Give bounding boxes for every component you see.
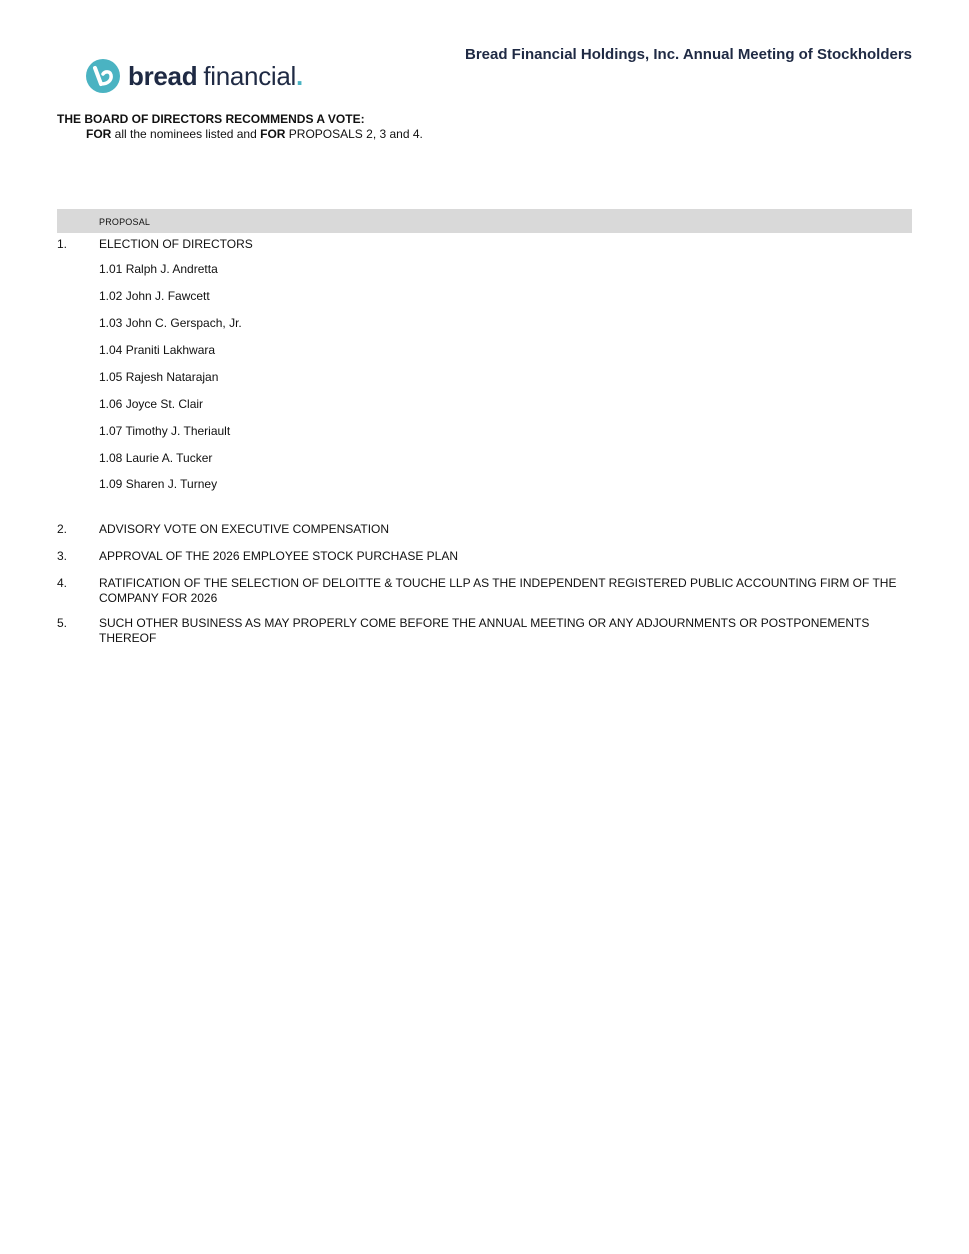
proposal-text: APPROVAL OF THE 2026 EMPLOYEE STOCK PURCHASE PLAN	[99, 549, 459, 563]
proposal-text: SUCH OTHER BUSINESS AS MAY PROPERLY COME BEFORE THE ANNUAL MEETING OR ANY ADJOURNMENTS OR POSTPONEMENTS THEREOF	[99, 616, 870, 645]
bread-financial-logo	[86, 58, 303, 94]
recommendation-for-2: FOR	[260, 127, 286, 141]
nominee-item: 1.02 John J. Fawcett	[99, 289, 210, 303]
nominee-item: 1.03 John C. Gerspach, Jr.	[99, 316, 242, 330]
logo-dot: .	[296, 61, 303, 91]
proposal-text: RATIFICATION OF THE SELECTION OF DELOITTE & TOUCHE LLP AS THE INDEPENDENT REGISTERED PUBLIC ACCOUNTING FIRM OF THE COMPANY FOR 2026	[99, 576, 897, 605]
proposal-text: ADVISORY VOTE ON EXECUTIVE COMPENSATION	[99, 522, 390, 536]
proposal-column-header: PROPOSAL	[99, 217, 151, 227]
nominee-item: 1.05 Rajesh Natarajan	[99, 370, 219, 384]
document-title: Bread Financial Holdings, Inc. Annual Meeting of Stockholders	[465, 46, 912, 63]
nominee-item: 1.06 Joyce St. Clair	[99, 397, 204, 411]
logo-word-bread: bread	[128, 61, 198, 91]
recommendation-end: PROPOSALS 2, 3 and 4.	[285, 127, 423, 141]
proposal-number: 1.	[57, 237, 68, 251]
nominee-item: 1.01 Ralph J. Andretta	[99, 262, 218, 276]
recommendation-for-1: FOR	[86, 127, 112, 141]
proposal-number: 4.	[57, 576, 68, 590]
proposal-number: 2.	[57, 522, 68, 536]
nominee-item: 1.04 Praniti Lakhwara	[99, 343, 216, 357]
nominee-item: 1.07 Timothy J. Theriault	[99, 424, 231, 438]
recommendation-mid: all the nominees listed and	[111, 127, 261, 141]
board-recommendation-heading: THE BOARD OF DIRECTORS RECOMMENDS A VOTE:	[57, 112, 365, 126]
logo-word-financial: financial	[203, 61, 297, 91]
proposal-number: 3.	[57, 549, 68, 563]
proposal-table-header	[57, 209, 912, 233]
bread-financial-logo-mark-icon	[86, 59, 120, 93]
logo-wordmark	[128, 59, 303, 93]
nominee-item: 1.08 Laurie A. Tucker	[99, 451, 213, 465]
nominee-item: 1.09 Sharen J. Turney	[99, 477, 218, 491]
board-recommendation-text	[86, 127, 423, 141]
proposal-text: ELECTION OF DIRECTORS	[99, 237, 253, 251]
proposal-number: 5.	[57, 616, 68, 630]
